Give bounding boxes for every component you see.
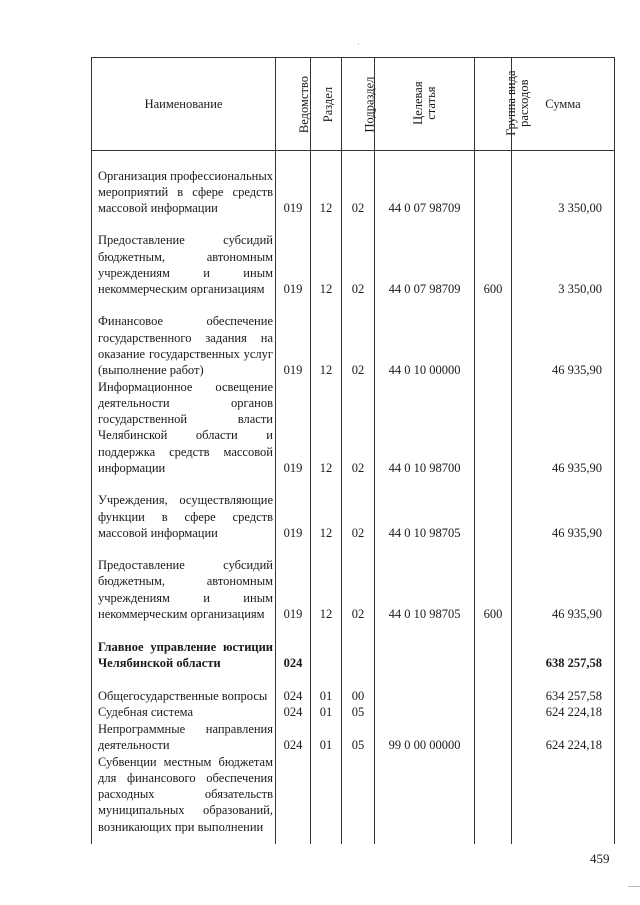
- row-gruppa: 600: [475, 541, 512, 622]
- header-gruppa: Группа вида расходов: [475, 58, 512, 151]
- row-summa: 634 257,58: [512, 671, 615, 704]
- row-celevaya: 44 0 07 98709: [375, 151, 475, 217]
- row-razdel: [311, 754, 342, 844]
- row-podrazdel: [342, 622, 375, 671]
- table-row: [92, 754, 615, 844]
- row-celevaya: 44 0 10 98700: [375, 379, 475, 477]
- header-name: Наименование: [92, 58, 276, 151]
- table-row: [92, 476, 615, 541]
- row-summa: [512, 754, 615, 844]
- row-razdel: 12: [311, 476, 342, 541]
- row-vedomstvo: 019: [276, 476, 311, 541]
- row-razdel: 12: [311, 379, 342, 477]
- row-name: Информационное освещение деятельности органов государственной власти Челябинской области и поддержка средств массовой информации: [92, 379, 276, 477]
- row-name: Финансовое обеспечение государственного задания на оказание государственных услуг (выполнение работ): [92, 298, 276, 379]
- row-podrazdel: 02: [342, 298, 375, 379]
- row-vedomstvo: 019: [276, 151, 311, 217]
- row-summa: 3 350,00: [512, 217, 615, 298]
- budget-table: [91, 57, 615, 844]
- row-celevaya: [375, 622, 475, 671]
- table-body: [92, 151, 615, 844]
- row-vedomstvo: 024: [276, 671, 311, 704]
- row-celevaya: [375, 704, 475, 720]
- row-vedomstvo: 019: [276, 217, 311, 298]
- row-celevaya: 44 0 10 98705: [375, 476, 475, 541]
- row-gruppa: [475, 476, 512, 541]
- table-row: [92, 671, 615, 704]
- row-summa: 46 935,90: [512, 298, 615, 379]
- row-razdel: 01: [311, 671, 342, 704]
- row-name: Главное управление юстиции Челябинской области: [92, 622, 276, 671]
- row-summa: 624 224,18: [512, 721, 615, 754]
- row-celevaya: [375, 754, 475, 844]
- table-row: [92, 721, 615, 754]
- row-gruppa: [475, 622, 512, 671]
- scan-edge-mark: [628, 886, 640, 887]
- row-celevaya: [375, 671, 475, 704]
- row-gruppa: [475, 298, 512, 379]
- row-gruppa: [475, 151, 512, 217]
- page-number: 459: [590, 851, 610, 866]
- header-razdel: Раздел: [311, 58, 342, 151]
- row-razdel: 01: [311, 721, 342, 754]
- row-podrazdel: 05: [342, 721, 375, 754]
- row-name: Непрограммные направления деятельности: [92, 721, 276, 754]
- row-summa: 46 935,90: [512, 379, 615, 477]
- row-razdel: 01: [311, 704, 342, 720]
- row-podrazdel: 00: [342, 671, 375, 704]
- row-razdel: 12: [311, 151, 342, 217]
- row-razdel: 12: [311, 298, 342, 379]
- row-razdel: 12: [311, 541, 342, 622]
- row-vedomstvo: 019: [276, 541, 311, 622]
- row-gruppa: [475, 754, 512, 844]
- row-vedomstvo: [276, 754, 311, 844]
- header-vedomstvo: Ведомство: [276, 58, 311, 151]
- row-vedomstvo: 019: [276, 379, 311, 477]
- row-name: Учреждения, осуществляющие функции в сфере средств массовой информации: [92, 476, 276, 541]
- row-summa: 46 935,90: [512, 476, 615, 541]
- row-razdel: 12: [311, 217, 342, 298]
- row-vedomstvo: 024: [276, 721, 311, 754]
- row-gruppa: [475, 704, 512, 720]
- scan-mark: ·: [357, 40, 360, 49]
- row-celevaya: 99 0 00 00000: [375, 721, 475, 754]
- row-podrazdel: 02: [342, 476, 375, 541]
- row-celevaya: 44 0 10 98705: [375, 541, 475, 622]
- row-name: Субвенции местным бюджетам для финансового обеспечения расходных обязательств муниципальных образований, возникающих при выполнении: [92, 754, 276, 844]
- row-celevaya: 44 0 07 98709: [375, 217, 475, 298]
- table-row: [92, 622, 615, 671]
- table-row: [92, 704, 615, 720]
- row-gruppa: 600: [475, 217, 512, 298]
- table-row: [92, 379, 615, 477]
- row-gruppa: [475, 671, 512, 704]
- row-name: Общегосударственные вопросы: [92, 671, 276, 704]
- row-podrazdel: 05: [342, 704, 375, 720]
- row-name: Предоставление субсидий бюджетным, автономным учреждениям и иным некоммерческим организациям: [92, 541, 276, 622]
- table-row: [92, 217, 615, 298]
- row-summa: 624 224,18: [512, 704, 615, 720]
- row-vedomstvo: 019: [276, 298, 311, 379]
- header-celevaya: Целевая статья: [375, 58, 475, 151]
- row-vedomstvo: 024: [276, 622, 311, 671]
- header-podrazdel: Подраздел: [342, 58, 375, 151]
- header-summa: Сумма: [512, 58, 615, 151]
- row-summa: 638 257,58: [512, 622, 615, 671]
- table-row: [92, 298, 615, 379]
- row-podrazdel: 02: [342, 379, 375, 477]
- row-summa: 3 350,00: [512, 151, 615, 217]
- row-podrazdel: [342, 754, 375, 844]
- row-name: Предоставление субсидий бюджетным, автономным учреждениям и иным некоммерческим организациям: [92, 217, 276, 298]
- row-razdel: [311, 622, 342, 671]
- row-gruppa: [475, 721, 512, 754]
- row-podrazdel: 02: [342, 151, 375, 217]
- row-podrazdel: 02: [342, 541, 375, 622]
- row-gruppa: [475, 379, 512, 477]
- row-summa: 46 935,90: [512, 541, 615, 622]
- row-name: Организация профессиональных мероприятий в сфере средств массовой информации: [92, 151, 276, 217]
- table-header-row: [92, 58, 615, 151]
- row-name: Судебная система: [92, 704, 276, 720]
- table-row: [92, 151, 615, 217]
- row-celevaya: 44 0 10 00000: [375, 298, 475, 379]
- row-podrazdel: 02: [342, 217, 375, 298]
- table-row: [92, 541, 615, 622]
- row-vedomstvo: 024: [276, 704, 311, 720]
